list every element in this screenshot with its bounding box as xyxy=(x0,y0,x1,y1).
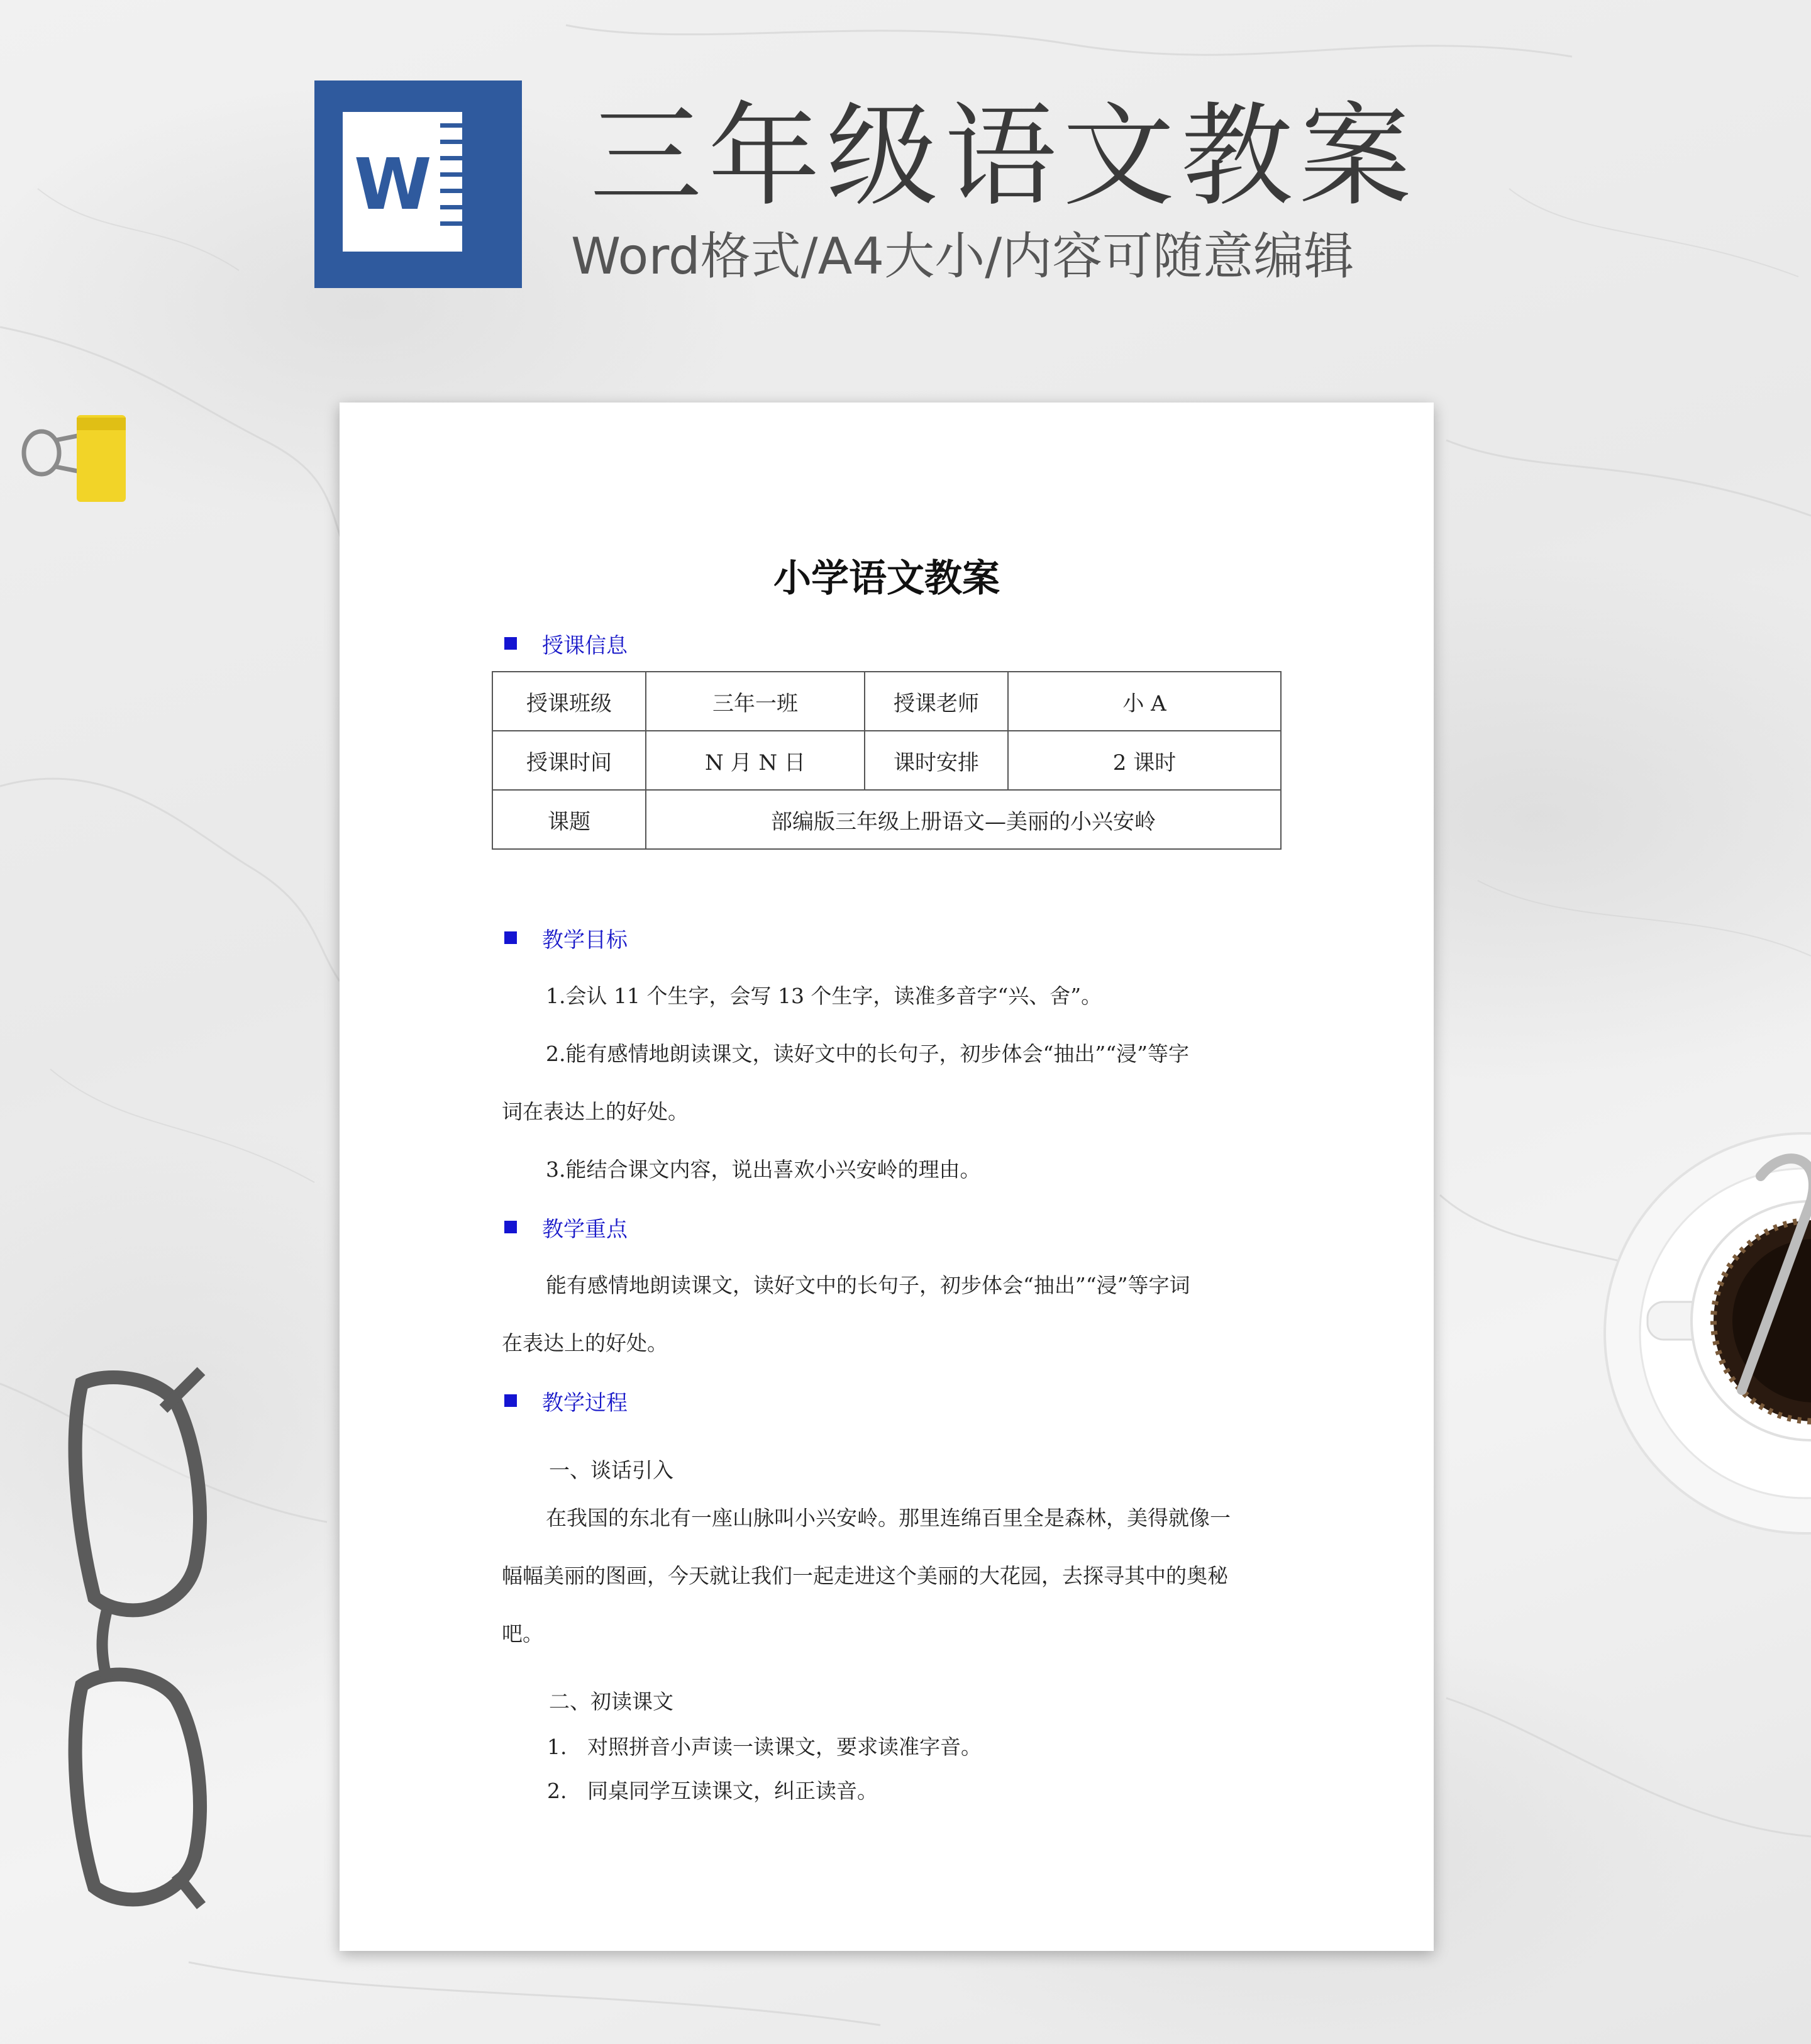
word-logo-line xyxy=(440,189,497,193)
section-label: 教学重点 xyxy=(542,1216,628,1242)
square-bullet-icon xyxy=(504,637,517,650)
page-subtitle: Word格式/A4大小/内容可随意编辑 xyxy=(571,227,1354,286)
word-logo-line xyxy=(440,172,497,177)
table-cell: 课题 xyxy=(492,790,646,849)
section-label: 授课信息 xyxy=(542,633,628,658)
process-step1-text-cont: 幅幅美丽的图画，今天就让我们一起走进这个美丽的大花园，去探寻其中的奥秘 xyxy=(502,1564,1228,1588)
coffee-cup-icon xyxy=(1597,1119,1811,1535)
list-item-text: 同桌同学互读课文，纠正读音。 xyxy=(587,1779,878,1803)
section-label: 教学过程 xyxy=(542,1390,628,1416)
table-cell: 2 课时 xyxy=(1008,731,1281,790)
document-page xyxy=(340,403,1434,1951)
list-item-number: 1. xyxy=(547,1735,567,1759)
process-step1-text-end: 吧。 xyxy=(502,1621,543,1646)
section-info xyxy=(504,628,628,659)
table-cell: 小 A xyxy=(1008,672,1281,731)
square-bullet-icon xyxy=(504,1221,517,1233)
goal-item-3: 3.能结合课文内容，说出喜欢小兴安岭的理由。 xyxy=(546,1157,981,1182)
table-cell: 授课时间 xyxy=(492,731,646,790)
document-title: 小学语文教案 xyxy=(773,557,1000,601)
word-logo-line xyxy=(440,140,497,144)
process-step1-heading: 一、谈话引入 xyxy=(549,1458,673,1482)
list-item xyxy=(547,1775,878,1804)
square-bullet-icon xyxy=(504,1394,517,1407)
list-item xyxy=(547,1731,982,1760)
class-info-table xyxy=(492,671,1282,850)
section-goals xyxy=(504,922,628,953)
goal-item-1: 1.会认 11 个生字，会写 13 个生字，读准多音字“兴、舍”。 xyxy=(546,984,1102,1008)
table-cell: N 月 N 日 xyxy=(646,731,865,790)
process-step2-heading: 二、初读课文 xyxy=(549,1689,673,1714)
key-points-text: 能有感情地朗读课文，读好文中的长句子，初步体会“抽出”“浸”等字词 xyxy=(546,1273,1190,1297)
goal-item-2-cont: 词在表达上的好处。 xyxy=(502,1099,689,1124)
word-logo-line xyxy=(440,221,497,226)
square-bullet-icon xyxy=(504,931,517,944)
section-label: 教学目标 xyxy=(542,927,628,953)
section-process xyxy=(504,1385,628,1416)
table-row xyxy=(492,790,1281,849)
key-points-text-cont: 在表达上的好处。 xyxy=(502,1331,668,1355)
table-cell: 部编版三年级上册语文—美丽的小兴安岭 xyxy=(646,790,1281,849)
eyeglasses-icon xyxy=(50,1358,226,1912)
table-row xyxy=(492,672,1281,731)
process-step1-text: 在我国的东北有一座山脉叫小兴安岭。那里连绵百里全是森林，美得就像一 xyxy=(546,1506,1231,1530)
table-cell: 三年一班 xyxy=(646,672,865,731)
binder-clip-edge xyxy=(77,418,126,430)
table-row xyxy=(492,731,1281,790)
list-item-text: 对照拼音小声读一读课文，要求读准字音。 xyxy=(587,1735,982,1759)
word-logo-line xyxy=(440,123,497,128)
table-cell: 授课班级 xyxy=(492,672,646,731)
word-logo-letter: W xyxy=(354,144,432,226)
section-key-points xyxy=(504,1211,628,1243)
page-title: 三年级语文教案 xyxy=(590,91,1417,221)
table-cell: 授课老师 xyxy=(865,672,1008,731)
goal-item-2: 2.能有感情地朗读课文，读好文中的长句子，初步体会“抽出”“浸”等字 xyxy=(546,1041,1189,1066)
list-item-number: 2. xyxy=(547,1779,567,1803)
word-logo-line xyxy=(440,156,497,160)
table-cell: 课时安排 xyxy=(865,731,1008,790)
word-logo-line xyxy=(440,205,497,209)
